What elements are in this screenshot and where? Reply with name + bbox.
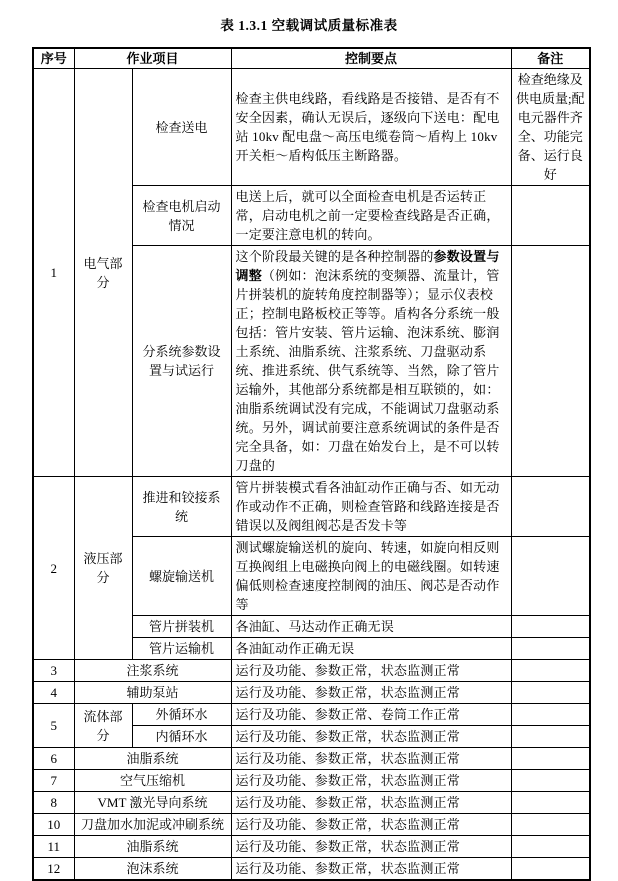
row-grease-system [33, 748, 590, 770]
row-aux-pump [33, 682, 590, 704]
header-control: 控制要点 [231, 48, 511, 69]
cell-seq-electrical: 1 [33, 69, 74, 477]
cell-seq-cutterhead-flush: 10 [33, 814, 74, 836]
cell-seq-grouting: 3 [33, 660, 74, 682]
cell-remark-grease-2 [511, 836, 590, 858]
cell-remark-grouting [511, 660, 590, 682]
cell-seq-grease-2: 11 [33, 836, 74, 858]
cell-seq-grease: 6 [33, 748, 74, 770]
cell-remark-inner-water [511, 726, 590, 748]
control-text-bold: 参数设置与调整 [235, 249, 500, 283]
cell-item-segment-transport: 管片运输机 [132, 638, 231, 660]
cell-control-erector: 各油缸、马达动作正确无误 [231, 616, 511, 638]
cell-remark-motor-start [511, 186, 590, 246]
cell-item-grease-2: 油脂系统 [74, 836, 231, 858]
cell-category-electrical: 电气部分 [74, 69, 132, 477]
cell-item-foam: 泡沫系统 [74, 858, 231, 881]
cell-seq-hydraulic: 2 [33, 477, 74, 660]
header-project: 作业项目 [74, 48, 231, 69]
row-grouting [33, 660, 590, 682]
cell-item-inner-water: 内循环水 [132, 726, 231, 748]
cell-category-fluid: 流体部分 [74, 704, 132, 748]
cell-control-grease: 运行及功能、参数正常，状态监测正常 [231, 748, 511, 770]
cell-control-screw-conveyor: 测试螺旋输送机的旋向、转速，如旋向相反则互换阀组上电磁换向阀上的电磁线圈。如转速偏低则检查速度控制阀的油压、阀芯是否动作等 [231, 537, 511, 616]
row-electrical-power-on [33, 69, 590, 186]
cell-control-segment-transport: 各油缸动作正确无误 [231, 638, 511, 660]
cell-item-outer-water: 外循环水 [132, 704, 231, 726]
cell-remark-grease [511, 748, 590, 770]
row-hydraulic-thrust [33, 477, 590, 537]
cell-remark-air-compressor [511, 770, 590, 792]
cell-item-air-compressor: 空气压缩机 [74, 770, 231, 792]
cell-control-grease-2: 运行及功能、参数正常，状态监测正常 [231, 836, 511, 858]
cell-seq-aux-pump: 4 [33, 682, 74, 704]
cell-item-grouting: 注浆系统 [74, 660, 231, 682]
cell-remark-cutterhead-flush [511, 814, 590, 836]
cell-control-foam: 运行及功能、参数正常，状态监测正常 [231, 858, 511, 881]
cell-control-air-compressor: 运行及功能、参数正常，状态监测正常 [231, 770, 511, 792]
cell-seq-foam: 12 [33, 858, 74, 881]
cell-item-vmt: VMT 激光导向系统 [74, 792, 231, 814]
cell-seq-vmt: 8 [33, 792, 74, 814]
cell-control-grouting: 运行及功能、参数正常，状态监测正常 [231, 660, 511, 682]
cell-control-power-on: 检查主供电线路，看线路是否接错、是否有不安全因素，确认无误后，逐级向下送电：配电站 10kv 配电盘～高压电缆卷筒～盾构上 10kv 开关柜～盾构低压主断路器。 [231, 69, 511, 186]
cell-seq-air-compressor: 7 [33, 770, 74, 792]
cell-remark-outer-water [511, 704, 590, 726]
cell-remark-erector [511, 616, 590, 638]
document-page [0, 14, 618, 876]
cell-item-aux-pump: 辅助泵站 [74, 682, 231, 704]
cell-remark-thrust [511, 477, 590, 537]
cell-remark-screw-conveyor [511, 537, 590, 616]
header-row [33, 48, 590, 69]
table-title: 表 1.3.1 空载调试质量标准表 [220, 18, 398, 33]
cell-remark-power-on: 检查绝缘及供电质量;配电元器件齐全、功能完备、运行良好 [511, 69, 590, 186]
control-text-prefix: 这个阶段最关键的是各种控制器的 [235, 249, 434, 264]
cell-seq-fluid: 5 [33, 704, 74, 748]
cell-item-grease: 油脂系统 [74, 748, 231, 770]
cell-item-motor-start: 检查电机启动情况 [132, 186, 231, 246]
cell-remark-foam [511, 858, 590, 881]
cell-control-inner-water: 运行及功能、参数正常，状态监测正常 [231, 726, 511, 748]
cell-item-power-on: 检查送电 [132, 69, 231, 186]
row-cutterhead-flush [33, 814, 590, 836]
cell-item-screw-conveyor: 螺旋输送机 [132, 537, 231, 616]
cell-item-thrust: 推进和铰接系统 [132, 477, 231, 537]
cell-remark-segment-transport [511, 638, 590, 660]
cell-category-hydraulic: 液压部分 [74, 477, 132, 660]
cell-item-cutterhead-flush: 刀盘加水加泥或冲刷系统 [74, 814, 231, 836]
cell-item-subsystem-params: 分系统参数设置与试运行 [132, 246, 231, 477]
cell-remark-subsystem-params [511, 246, 590, 477]
row-fluid-outer-water [33, 704, 590, 726]
cell-remark-aux-pump [511, 682, 590, 704]
cell-item-erector: 管片拼装机 [132, 616, 231, 638]
cell-control-thrust: 管片拼装模式看各油缸动作正确与否、如无动作或动作不正确，则检查管路和线路连接是否错误以及阀组阀芯是否发卡等 [231, 477, 511, 537]
row-air-compressor [33, 770, 590, 792]
row-grease-system-2 [33, 836, 590, 858]
control-text-suffix: （例如：泡沫系统的变频器、流量计，管片拼装机的旋转角度控制器等）；显示仪表校正；控制电路板校正等等。盾构各分系统一般包括：管片安装、管片运输、泡沫系统、膨润土系统、油脂系统、注浆系统、刀盘驱动系统、推进系统、供气系统等、当然，除了管片运输外，其他部分系统都是相互联锁的，如：油脂系统调试没有完成，不能调试刀盘驱动系统。另外，调试前要注意系统调试的条件是否完全具备，如：刀盘在始发台上，是不可以转刀盘的 [235, 268, 500, 473]
row-foam-system [33, 858, 590, 881]
cell-control-aux-pump: 运行及功能、参数正常，状态监测正常 [231, 682, 511, 704]
cell-remark-vmt [511, 792, 590, 814]
header-seq: 序号 [33, 48, 74, 69]
row-vmt-guidance [33, 792, 590, 814]
quality-standard-table [32, 47, 591, 881]
header-remark: 备注 [511, 48, 590, 69]
cell-control-subsystem-params [231, 246, 511, 477]
cell-control-outer-water: 运行及功能、参数正常、卷筒工作正常 [231, 704, 511, 726]
cell-control-vmt: 运行及功能、参数正常，状态监测正常 [231, 792, 511, 814]
cell-control-cutterhead-flush: 运行及功能、参数正常，状态监测正常 [231, 814, 511, 836]
cell-control-motor-start: 电送上后，就可以全面检查电机是否运转正常，启动电机之前一定要检查线路是否正确，一定要注意电机的转向。 [231, 186, 511, 246]
